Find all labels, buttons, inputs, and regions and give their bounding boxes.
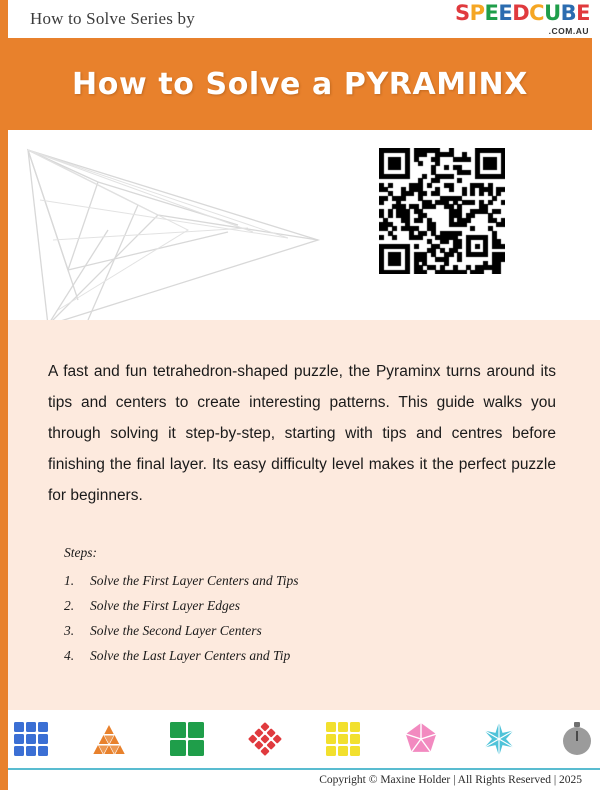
star-puzzle-icon[interactable] (481, 721, 517, 757)
logo-letter-3: E (498, 1, 513, 26)
step-item (64, 619, 556, 644)
logo-letter-5: C (529, 1, 545, 26)
description-paragraph: A fast and fun tetrahedron-shaped puzzle, the Pyraminx turns around its tips and centers to create interesting patterns. This guide walks you through solving it step-by-step, starting with tips and centres before finishing the final layer. Its easy difficulty level makes it the perfect puzzle for beginners. (48, 363, 556, 504)
yellow-cube-icon[interactable] (325, 721, 361, 757)
step-number: 4. (64, 647, 75, 663)
step-label: Solve the First Layer Edges (90, 597, 240, 613)
title-banner (8, 38, 592, 130)
logo-letter-0: S (454, 1, 470, 26)
page-title: How to Solve a PYRAMINX (72, 66, 528, 102)
timer-icon[interactable] (559, 721, 595, 757)
steps-title: Steps: (64, 545, 97, 560)
rubiks-cube-icon[interactable] (13, 721, 49, 757)
qr-code-canvas[interactable] (379, 148, 505, 274)
logo-letter-7: B (560, 1, 577, 26)
series-title: How to Solve Series by (30, 9, 195, 28)
logo-letter-1: P (469, 1, 485, 26)
copyright-text: Copyright © Maxine Holder | All Rights Reserved | 2025 (319, 774, 582, 786)
speedcube-logo[interactable] (455, 2, 590, 36)
logo-letter-8: E (576, 1, 590, 26)
left-accent-bar (0, 0, 8, 790)
step-number: 3. (64, 622, 75, 638)
pyraminx-wireframe-icon (8, 130, 348, 320)
logo-wordmark (455, 2, 590, 25)
logo-domain: .COM.AU (548, 26, 589, 37)
green-cube-icon[interactable] (169, 721, 205, 757)
puzzle-icon-strip (8, 710, 600, 768)
step-label: Solve the Second Layer Centers (90, 622, 262, 638)
pyraminx-icon[interactable] (91, 721, 127, 757)
step-item (64, 594, 556, 619)
logo-letter-6: U (544, 1, 561, 26)
step-item (64, 569, 556, 594)
step-label: Solve the Last Layer Centers and Tip (90, 647, 291, 663)
step-number: 2. (64, 597, 75, 613)
description-panel (8, 320, 600, 710)
steps-list (64, 569, 556, 669)
step-label: Solve the First Layer Centers and Tips (90, 573, 299, 588)
page-header (8, 0, 600, 38)
megaminx-icon[interactable] (403, 721, 439, 757)
logo-letter-2: E (484, 1, 499, 26)
page-footer (8, 770, 600, 790)
qr-code[interactable] (379, 148, 505, 274)
logo-letter-4: D (512, 1, 530, 26)
steps-block (48, 545, 556, 669)
hero-illustration-area (8, 130, 600, 320)
skewb-icon[interactable] (247, 721, 283, 757)
step-number: 1. (64, 573, 75, 588)
step-item (64, 644, 556, 669)
